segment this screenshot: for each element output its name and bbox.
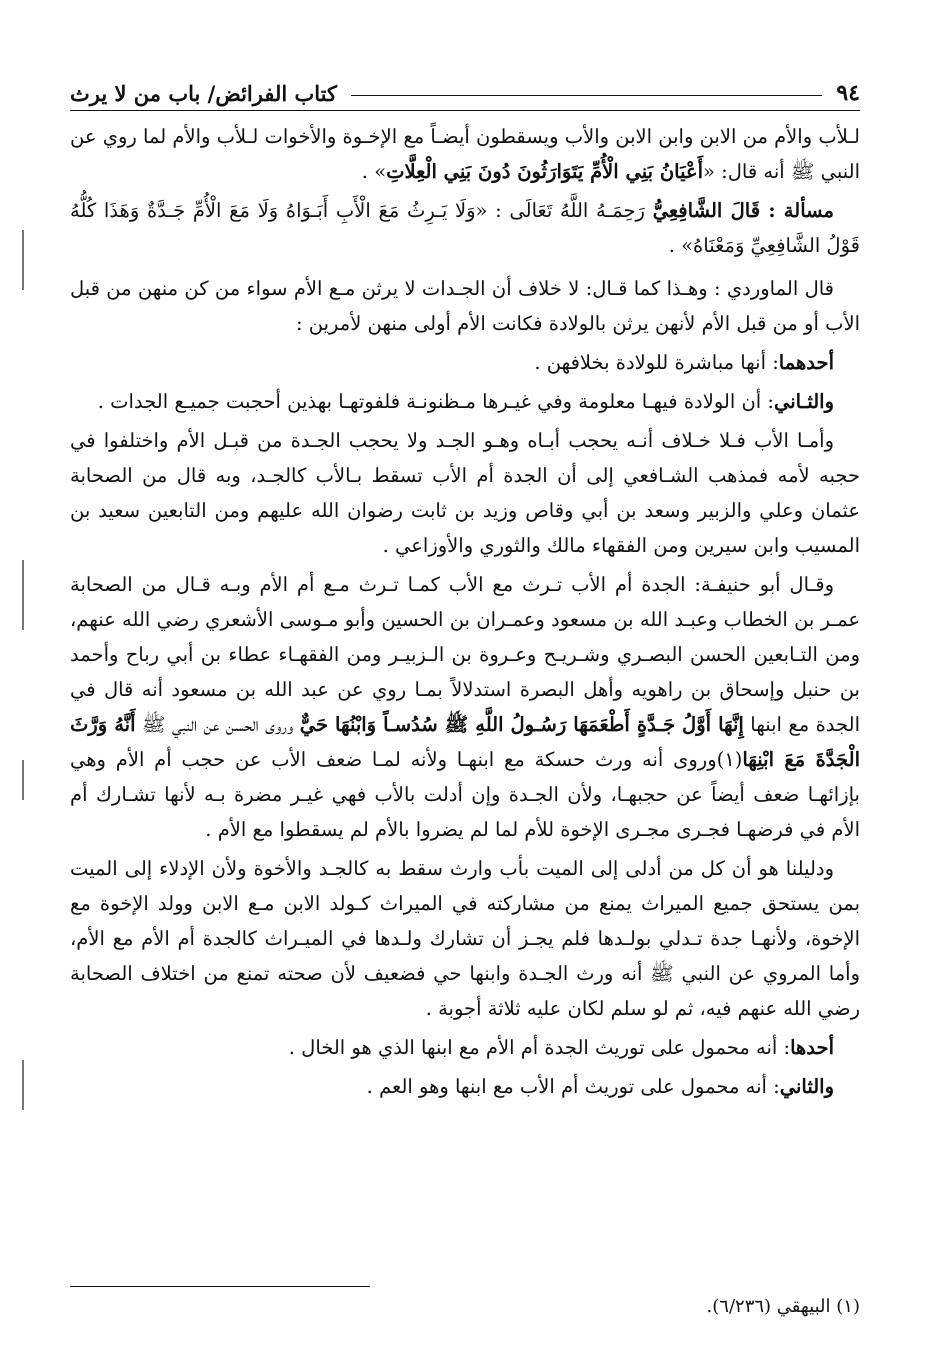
paragraph: مسألة : قَالَ الشَّافِعِيُّ رَحِمَـهُ اللَّهُ تَعَالَى : «وَلَا يَـرِثُ مَعَ الْأَبِ أَبَـوَاهُ وَلَا مَعَ الْأُمِّ جَـدَّةٌ وَهَذَا كُلُّهُ قَوْلُ الشَّافِعِيِّ وَمَعْنَاهُ» .: [70, 199, 860, 257]
paragraph: والثاني: أنه محمول على توريث أم الأب مع ابنها وهو العم .: [366, 1075, 834, 1098]
paragraph: ودليلنا هو أن كل من أدلى إلى الميت بأب وارث سقط به كالجـد والأخوة ولأن الإدلاء إلى الميت بمن يستحق جميع الميراث يمنع من مشاركته في الميراث كـولد الابن مـع الابن وولد الإخوة مع الإخوة، ولأنهـا جدة تـدلي بولـدها فلم يجـز أن تشارك ولـدها في الميـراث كالجدة أم الأم مع الأم، وأما المروي عن النبي ﷺ أنه ورث الجـدة وابنها حي فضعيف لأن صحته تمنع من اختلاف الصحابة رضي الله عنهم فيه، ثم لو سلم لكان عليه ثلاثة أجوبة .: [70, 857, 860, 1020]
page-number: ٩٤: [836, 80, 860, 106]
footnote: (١) البيهقي (٦/٢٣٦).: [706, 1296, 860, 1317]
issue-heading: مسألة : قَالَ الشَّافِعِيُّ: [652, 199, 834, 222]
running-header: [70, 62, 860, 111]
hadith-quote: أَنَّهُ وَرَّثَ الْجَدَّةَ مَعَ ابْنِهَا: [70, 713, 860, 771]
footnote-rule: [70, 1286, 370, 1287]
scan-edge-mark: [22, 760, 24, 800]
paragraph: وقـال أبو حنيفـة: الجدة أم الأب تـرث مع الأب كمـا تـرث مـع أم الأم وبـه قـال من الصحابة عمـر بن الخطاب وعبـد الله بن مسعود وعمـران بن الحسين وأبو مـوسى الأشعري رضي الله عنهم، ومن التـابعين الحسن البصـري وشـريـح وعـروة بن الـزبيـر ومن الفقهـاء عطاء بن أبي رباح وأحمد بن حنبل وإسحاق بن راهويه وأهل البصرة استدلالاً بمـا روي عن عبد الله بن مسعود أنه قال في الجدة مع ابنها إِنَّهَا أَوَّلُ جَـدَّةٍ أَطْعَمَهَا رَسُـولُ اللَّهِ ﷺ سُدُسـاً وَابْنُهَا حَيٌّ وروى الحسن عن النبي ﷺ أَنَّهُ وَرَّثَ الْجَدَّةَ مَعَ ابْنِهَا(١)وروى أنه ورث حسكة مع ابنهـا ولأنه لمـا ضعف الأب عن حجب أم الأم وهي بإزائهـا ضعف أيضاً عن حجبهـا، ولأن الجـدة وإن أدلت بالأب فهي غيـر مضرة بـه لأنها تشـارك أم الأم في فرضهـا فجـرى مجـرى الإخوة للأم لما لم يضروا بالأم لم يسقطوا مع الأم .: [70, 573, 860, 841]
chapter-title: كتاب الفرائض/ باب من لا يرث: [70, 81, 338, 106]
point-heading: والثـاني: [774, 390, 834, 413]
header-rule: [351, 95, 822, 96]
book-page: [70, 62, 860, 1108]
paragraph: قال الماوردي : وهـذا كما قـال: لا خلاف أن الجـدات لا يرثن مـع الأم سواء من كن منهن من قبل الأب أو من قبل الأم لأنهن يرثن بالولادة فكانت الأم أولى منهن لأمرين :: [70, 277, 860, 335]
scan-edge-mark: [22, 560, 24, 630]
hadith-quote: أَعْيَانُ بَنِي الْأُمِّ يَتَوَارَثُونَ دُونَ بَنِي الْعِلَّاتِ: [386, 160, 704, 183]
scan-edge-mark: [22, 230, 24, 290]
page-body: [70, 119, 860, 1104]
paragraph: لـلأب والأم من الابن وابن الابن والأب ويسقطون أيضـاً مع الإخـوة والأخوات لـلأب والأم لما روي عن النبي ﷺ أنه قال: «أَعْيَانُ بَنِي الْأُمِّ يَتَوَارَثُونَ دُونَ بَنِي الْعِلَّاتِ» .: [70, 125, 860, 183]
scan-edge-mark: [22, 1060, 24, 1110]
paragraph: والثـاني: أن الولادة فيهـا معلومة وفي غيـرها مـظنونـة فلفوتهـا بهذين أحجبت جميـع الجدات .: [97, 390, 834, 413]
paragraph: أحدها: أنه محمول على توريث الجدة أم الأم مع ابنها الذي هو الخال .: [288, 1036, 834, 1059]
point-heading: أحدها: [790, 1036, 834, 1059]
point-heading: أحدهما: [778, 351, 834, 374]
hadith-quote: إِنَّهَا أَوَّلُ جَـدَّةٍ أَطْعَمَهَا رَسُـولُ اللَّهِ ﷺ سُدُسـاً وَابْنُهَا حَيٌّ: [299, 713, 744, 736]
point-heading: والثاني: [779, 1075, 834, 1098]
paragraph: أحدهما: أنها مباشرة للولادة بخلافهن .: [534, 351, 834, 374]
paragraph: وأمـا الأب فـلا خـلاف أنـه يحجب أبـاه وهـو الجـد ولا يحجب الجـدة من قبـل الأم واختلفوا في حجبه لأمه فمذهب الشـافعي إلى أن الجدة أم الأب تسقط بـالأب كالجـد، وبه قال من الصحابة عثمان وعلي والزبير وسعد بن أبي وقاص وزيد بن ثابت رضوان الله عليهم ومن التابعين سعيد بن المسيب وابن سيرين ومن الفقهاء مالك والثوري والأوزاعي .: [70, 429, 861, 557]
